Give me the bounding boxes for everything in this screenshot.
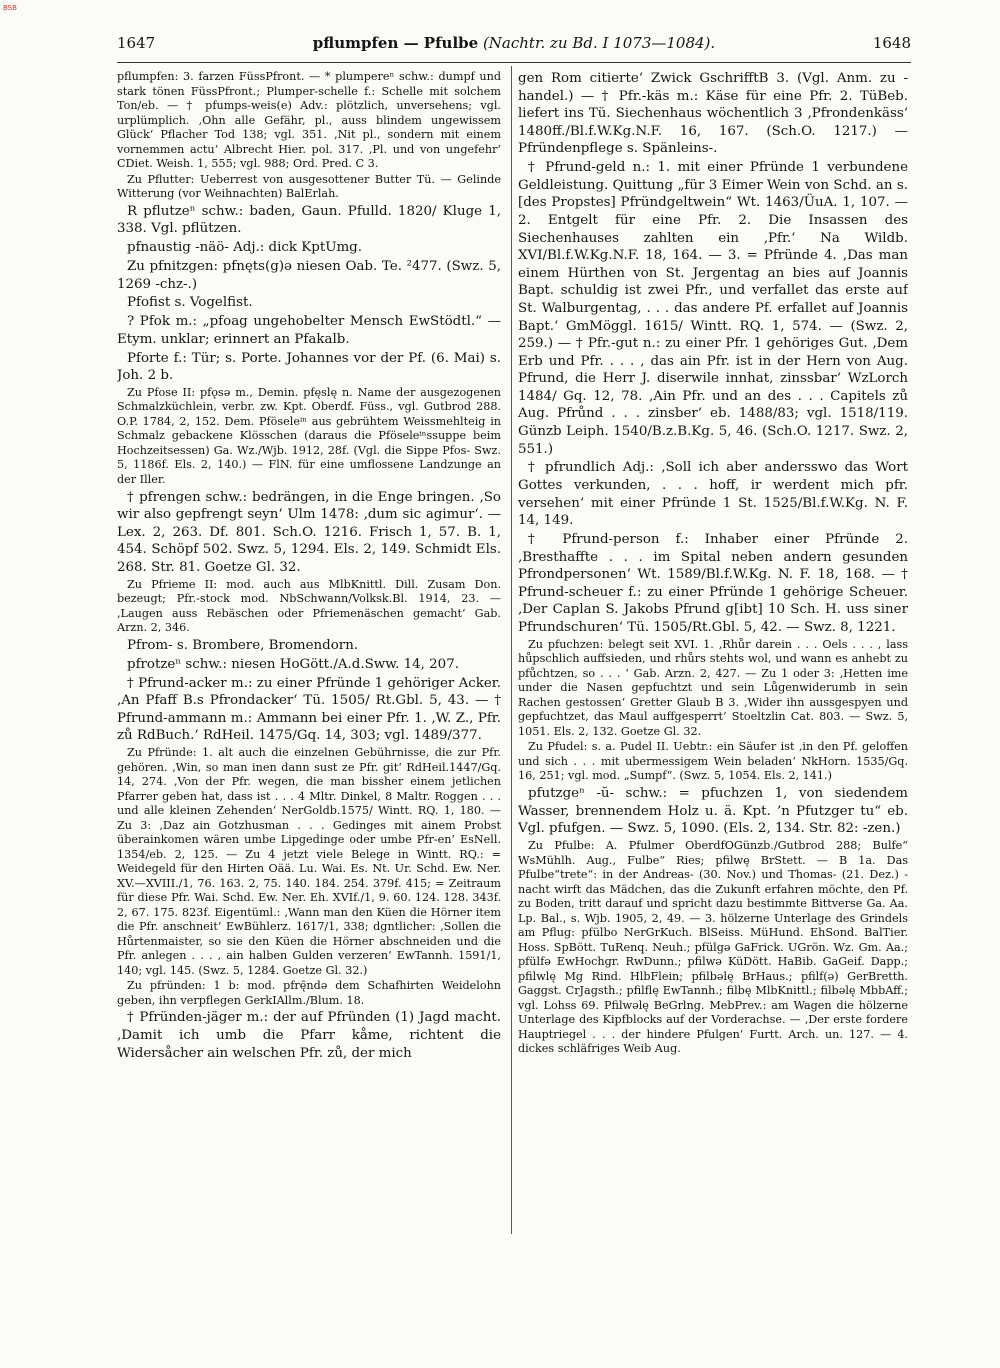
- header-rule: [117, 62, 911, 63]
- running-title-reference: (Nachtr. zu Bd. I 1073—1084).: [482, 34, 716, 52]
- dictionary-entry: Pforte f.: Tür; s. Porte. Johannes vor der Pf. (6. Mai) s. Joh. 2 b.: [117, 350, 501, 384]
- right-column: [518, 70, 908, 1230]
- dictionary-entry: Zu Pfudel: s. a. Pudel II. Uebtr.: ein Säufer ist ‚in den Pf. geloffen und sich . . . mit ubermessigem Wein beladen‘ NkHorn. 1535/Gq. 16, 251; vgl. mod. „Sumpf“. (Swz. 5, 1054. Els. 2, 141.): [518, 740, 908, 783]
- dictionary-entry: Pfofist s. Vogelfist.: [127, 295, 253, 311]
- dictionary-entry: Zu Pfrieme II: mod. auch aus MlbKnittl. Dill. Zusam Don. bezeugt; Pfr.-stock mod. NbSchwann/Volksk.Bl. 1914, 23. — ‚Laugen auss Rebäschen oder Pfriemenäschen gemacht‘ Gab. Arzn. 2, 346.: [117, 577, 501, 635]
- page-number-left: 1647: [117, 34, 156, 52]
- column-divider: [511, 66, 512, 1234]
- dictionary-entry: Zu pfnitzgen: pfnęts(g)ə niesen Oab. Te. ²477. (Swz. 5, 1269 -chz-.): [117, 259, 501, 292]
- dictionary-entry: pflumpfen: 3. farzen FüssPfront. — * plumpereⁿ schw.: dumpf und stark tönen FüssPfront.; Plumper-schelle f.: Schelle mit solchem Ton/eb. — † pfumps-weis(e) Adv.: plötzlich, unversehens; vgl. urplümplich. ‚Ohn alle Gefähr, pl., auss blindem ungewissem Glück‘ Pflacher Tod 138; vgl. 351. ‚Nit pl., sondern mit einem vornemmen actu‘ Albrecht Hier. pol. 317. ‚Pl. und von ungefehr‘ CDiet. Weish. 1, 555; vgl. 988; Ord. Pred. C 3.: [117, 70, 501, 170]
- page-header: [117, 34, 911, 56]
- running-title-keywords: pflumpfen — Pfulbe: [312, 34, 479, 52]
- dictionary-entry: † Pfrund-geld n.: 1. mit einer Pfründe 1 verbundene Geldleistung. Quittung „für 3 Eimer Wein von Schd. an s. [des Propstes] Pfründgeltwein“ Wt. 1463/ÜuA. 1, 107. — 2. Entgelt für eine Pfr. 2. Die Insassen des Siechenhauses zahlten ein ‚Pfr.‘ Na Wildb. XVI/Bl.f.W.Kg.N.F. 18, 164. — 3. = Pfründe 4. ‚Das man einem Hürthen von St. Jergentag an bies auf Joannis Bapt. schuldig ist zwei Pfr., und verfallet das erste auf St. Walburgentag, . . . das andere Pf. erfallet auf Joannis Bapt.‘ GmMöggl. 1615/ Wintt. RQ. 1, 574. — (Swz. 2, 259.) — † Pfr.-gut n.: zu einer Pfr. 1 gehöriges Gut. ‚Dem Erb und Pfr. . . . , das ain Pfr. ist in der Hern von Aug. Pfrund, die Herr J. diserwile innhat, zinssbar‘ WzLorch 1484/ Gq. 12, 78. ‚Ain Pfr. und an des . . . Capitels zů Aug. Pfrůnd . . . zinsber‘ eb. 1488/83; vgl. 1518/119. Günzb Leiph. 1540/B.z.B.Kg. 5, 46. (Sch.O. 1217. Swz. 2, 551.): [518, 160, 908, 457]
- dictionary-entry: † Pfründen-jäger m.: der auf Pfründen (1) Jagd macht. ‚Damit ich umb die Pfarr kåme, richtent die Widersåcher ain welschen Pfr. zů, der mich: [117, 1010, 501, 1061]
- dictionary-entry: † pfrengen schw.: bedrängen, in die Enge bringen. ‚So wir also gepfrengt seyn‘ Ulm 1478: ‚dum sic agimur‘. — Lex. 2, 263. Df. 801. Sch.O. 1216. Frisch 1, 57. B. 1, 454. Schöpf 502. Swz. 5, 1294. Els. 2, 149. Schmidt Els. 268. Str. 81. Goetze Gl. 32.: [117, 489, 501, 575]
- left-column: [117, 70, 501, 1230]
- library-stamp: BSB: [3, 4, 17, 12]
- dictionary-entry: † Pfrund-acker m.: zu einer Pfründe 1 gehöriger Acker. ‚An Pfaff B.s Pfrondacker‘ Tü. 1505/ Rt.Gbl. 5, 43. — † Pfrund-ammann m.: Ammann bei einer Pfr. 1. ‚W. Z., Pfr. zů RdBuch.‘ RdHeil. 1475/Gq. 14, 303; vgl. 1489/377.: [117, 675, 501, 744]
- dictionary-entry: R pflutzeⁿ schw.: baden, Gaun. Pfulld. 1820/ Kluge 1, 338. Vgl. pflützen.: [117, 203, 501, 237]
- dictionary-entry: pfrotzeⁿ schw.: niesen HoGött./A.d.Sww. 14, 207.: [127, 656, 459, 672]
- dictionary-entry: Zu Pflutter: Ueberrest von ausgesottener Butter Tü. — Gelinde Witterung (vor Weihnachten) BalErlah.: [117, 172, 501, 201]
- dictionary-entry: pfnaustig -näö- Adj.: dick KptUmg.: [127, 240, 363, 256]
- dictionary-entry: pfutzgeⁿ -ŭ- schw.: = pfuchzen 1, von siedendem Wasser, brennendem Holz u. ä. Kpt. ’n Pfutzger tu“ eb. Vgl. pfufgen. — Swz. 5, 1090. (Els. 2, 134. Str. 82: -zen.): [518, 786, 908, 837]
- dictionary-entry: Zu pfuchzen: belegt seit XVI. 1. ‚Rhůr darein . . . Oels . . . , lass hůpschlich auffsieden, und rhůrs stehts wol, und wann es anhebt zu pfůchtzen, so . . . ‘ Gab. Arzn. 2, 427. — Zu 1 oder 3: ‚Hetten ime under die Nasen gepfuchtzt und sein Lůgenwiderumb in sein Rachen gestossen‘ Gretter Glaub B 3. ‚Wider ihn aussgespyen und gepfuchtzet, das Maul auffgesperrt‘ Stoeltzlin Cat. 803. — Swz. 5, 1051. Els. 2, 132. Goetze Gl. 32.: [518, 637, 908, 738]
- dictionary-entry: † Pfrund-person f.: Inhaber einer Pfründe 2. ‚Bresthaffte . . . im Spital neben andern gesunden Pfrondpersonen‘ Wt. 1589/Bl.f.W.Kg. N. F. 18, 168. — † Pfrund-scheuer f.: zu einer Pfründe 1 gehörige Scheuer. ‚Der Caplan S. Jakobs Pfrund g[ibt] 10 Sch. H. uss siner Pfrundschuren‘ Tü. 1505/Rt.Gbl. 5, 42. — Swz. 8, 1221.: [518, 532, 908, 635]
- running-title: [117, 34, 911, 52]
- dictionary-entry: Zu Pfulbe: A. Pfulmer OberdfOGünzb./Gutbrod 288; Bulfe“ WsMühlh. Aug., Fulbe“ Ries; pfilwę BrStett. — B 1a. Das Pfulbe“trete“: in der Andreas- (30. Nov.) und Thomas- (21. Dez.) -nacht wirft das Mädchen, das die Zukunft erfahren möchte, den Pf. zu Boden, tritt darauf und spricht dazu bestimmte Bittverse Ga. Aa. Lp. Bal., s. Wjb. 1905, 2, 49. — 3. hölzerne Unterlage des Grindels am Pflug: pfülbo NerGrKuch. BlSeiss. MüHund. EhSond. BalTier. Hoss. SpBött. TuRenq. Neuh.; pfülgə GaFrick. UGrön. Wz. Gm. Aa.; pfülfə EwHochgr. RwDunn.; pfilwə KüDött. HaBib. GaGeif. Dapp.; pfilwlę Mg Rind. HlbFlein; pfilbəlę BrHaus.; pfilf(ə) GerBretth. Gaggst. CrJagsth.; pfilflę EwTannh.; filbę MlbKnittl.; filbəlę MbbAff.; vgl. Lohss 69. Pfilwəlę BeGrlng. MebPrev.: am Wagen die hölzerne Unterlage des Kipfblocks auf der Vorderachse. — ‚Der erste fordere Hauptriegel . . . der hindere Pfulgen‘ Furtt. Arch. un. 127. — 4. dickes schläfriges Weib Aug.: [518, 839, 908, 1056]
- dictionary-entry: gen Rom citierte‘ Zwick GschrifftB 3. (Vgl. Anm. zu -handel.) — † Pfr.-käs m.: Käse für eine Pfr. 2. TüBeb. liefert ins Tü. Siechenhaus wöchentlich 3 ‚Pfrondenkäss‘ 1480ff./Bl.f.W.Kg.N.F. 16, 167. (Sch.O. 1217.) — Pfründenpflege s. Spänleins-.: [518, 71, 908, 157]
- dictionary-entry: Zu Pfose II: pfǫsə m., Demin. pfęslę n. Name der ausgezogenen Schmalzküchlein, verbr. zw. Kpt. Oberdf. Füss., vgl. Gutbrod 288. O.P. 1784, 2, 152. Dem. Pföseleⁱⁿ aus gebrühtem Weissmehlteig in Schmalz gebackene Klösschen (daraus die Pföseleⁱⁿssuppe beim Hochzeitsessen) Ga. Wz./Wjb. 1912, 28f. (Vgl. die Sippe Pfos- Swz. 5, 1186f. Els. 2, 140.) — FlN. für eine umflossene Landzunge an der Iller.: [117, 385, 501, 486]
- dictionary-entry: Zu Pfründe: 1. alt auch die einzelnen Gebührnisse, die zur Pfr. gehören. ‚Win, so man inen dann sust ze Pfr. git‘ RdHeil.1447/Gq. 14, 274. ‚Von der Pfr. wegen, die man bissher einem jetlichen Pfarrer geben hat, dass ist . . . 4 Mltr. Dinkel, 8 Maltr. Roggen . . . und alle kleinen Zehenden‘ NerGoldb.1575/ Wintt. RQ. 1, 180. — Zu 3: ‚Daz ain Gotzhusman . . . Gedinges mit ainem Probst überainkomen wären umbe Lipgedinge oder umbe Pfr-en‘ EsNell. 1354/eb. 2, 125. — Zu 4 jetzt viele Belege in Wintt. RQ.: = Weidegeld für den Hirten Oää. Lu. Wai. Es. Nt. Ur. Schd. Ew. Ner. XV.—XVIII./1, 76. 163. 2, 75. 140. 184. 254. 379f. 415; = Zeitraum für diese Pfr. Wai. Schd. Ew. Ner. Eh. XVIf./1, 9. 60. 124. 128. 343f. 2, 67. 175. 823f. Eigentüml.: ‚Wann man den Küen die Hörner item die Pfr. anschneit‘ EwBühlerz. 1617/1, 338; dgntlicher: ‚Sollen die Hůrtenmaister, so sie den Küen die Hörner abschneiden und die Pfr. anlegen . . . , ain halben Gulden verzeren‘ EwTannh. 1591/1, 140; vgl. 145. (Swz. 5, 1284. Goetze Gl. 32.): [117, 746, 501, 977]
- dictionary-entry: ? Pfok m.: „pfoag ungehobelter Mensch EwStödtl.“ — Etym. unklar; erinnert an Pfakalb.: [117, 314, 501, 347]
- dictionary-entry: Zu pfründen: 1 b: mod. pfrę̄ndə dem Schafhirten Weidelohn geben, ihn verpflegen GerkIAllm./Blum. 18.: [117, 979, 501, 1007]
- dictionary-entry: † pfrundlich Adj.: ‚Soll ich aber andersswo das Wort Gottes verkunden, . . . hoff, ir werdent mich pfr. versehen‘ mit einer Pfründe 1 St. 1525/Bl.f.W.Kg. N. F. 14, 149.: [518, 460, 908, 529]
- dictionary-entry: Pfrom- s. Brombere, Bromendorn.: [127, 637, 359, 653]
- page-number-right: 1648: [872, 34, 911, 52]
